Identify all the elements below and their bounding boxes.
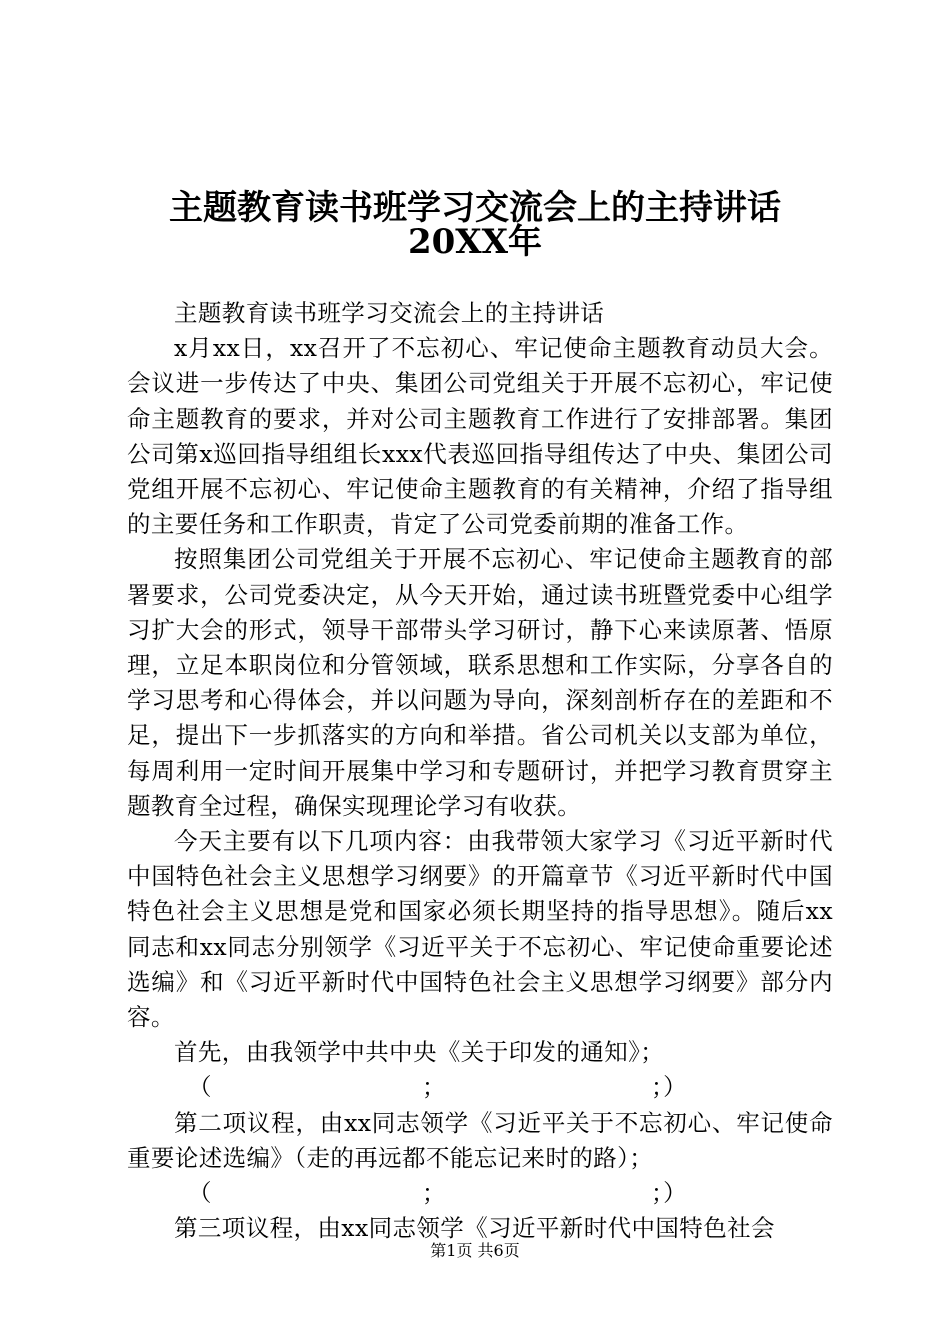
paren-open: （ [188, 1073, 212, 1102]
paren-semicolon: ； [422, 1179, 446, 1208]
paragraph: 首先，由我领学中共中央《关于印发的通知》； [174, 1038, 665, 1067]
paragraph: 今天主要有以下几项内容：由我带领大家学习《习近平新时代中国特色社会主义思想学习纲要》的开篇章节《习近平新时代中国特色社会主义思想是党和国家必须长期坚持的指导思想》。随后xx同志和xx同志分别领学《习近平关于不忘初心、牢记使命重要论述选编》和《习近平新时代中国特色社会主义思想学习纲要》部分内容。 [127, 827, 833, 1032]
paragraph: 第三项议程，由xx同志领学《习近平新时代中国特色社会 [174, 1214, 775, 1243]
paren-semicolon: ； [422, 1073, 446, 1102]
document-body [127, 296, 833, 1246]
document-title-year: 20XX年 [407, 222, 543, 262]
paren-close: ；） [651, 1073, 688, 1102]
blank-note-line [127, 1176, 833, 1211]
paragraph: 第二项议程，由xx同志领学《习近平关于不忘初心、牢记使命重要论述选编》（走的再远都不能忘记来时的路）； [127, 1108, 833, 1172]
paren-open: （ [188, 1179, 212, 1208]
document-title: 主题教育读书班学习交流会上的主持讲话 [169, 188, 781, 228]
paragraph: x月xx日，xx召开了不忘初心、牢记使命主题教育动员大会。会议进一步传达了中央、集团公司党组关于开展不忘初心，牢记使命主题教育的要求，并对公司主题教育工作进行了安排部署。集团公司第x巡回指导组组长xxx代表巡回指导组传达了中央、集团公司党组开展不忘初心、牢记使命主题教育的有关精神，介绍了指导组的主要任务和工作职责，肯定了公司党委前期的准备工作。 [127, 334, 833, 539]
paragraph: 按照集团公司党组关于开展不忘初心、牢记使命主题教育的部署要求，公司党委决定，从今天开始，通过读书班暨党委中心组学习扩大会的形式，领导干部带头学习研讨，静下心来读原著、悟原理，立足本职岗位和分管领域，联系思想和工作实际，分享各自的学习思考和心得体会，并以问题为导向，深刻剖析存在的差距和不足，提出下一步抓落实的方向和举措。省公司机关以支部为单位，每周利用一定时间开展集中学习和专题研讨，并把学习教育贯穿主题教育全过程，确保实现理论学习有收获。 [127, 545, 833, 820]
page-number-footer: 第1页 共6页 [430, 1241, 520, 1260]
paren-close: ；） [651, 1179, 688, 1208]
blank-note-line [127, 1070, 833, 1105]
paragraph-heading: 主题教育读书班学习交流会上的主持讲话 [174, 299, 605, 327]
